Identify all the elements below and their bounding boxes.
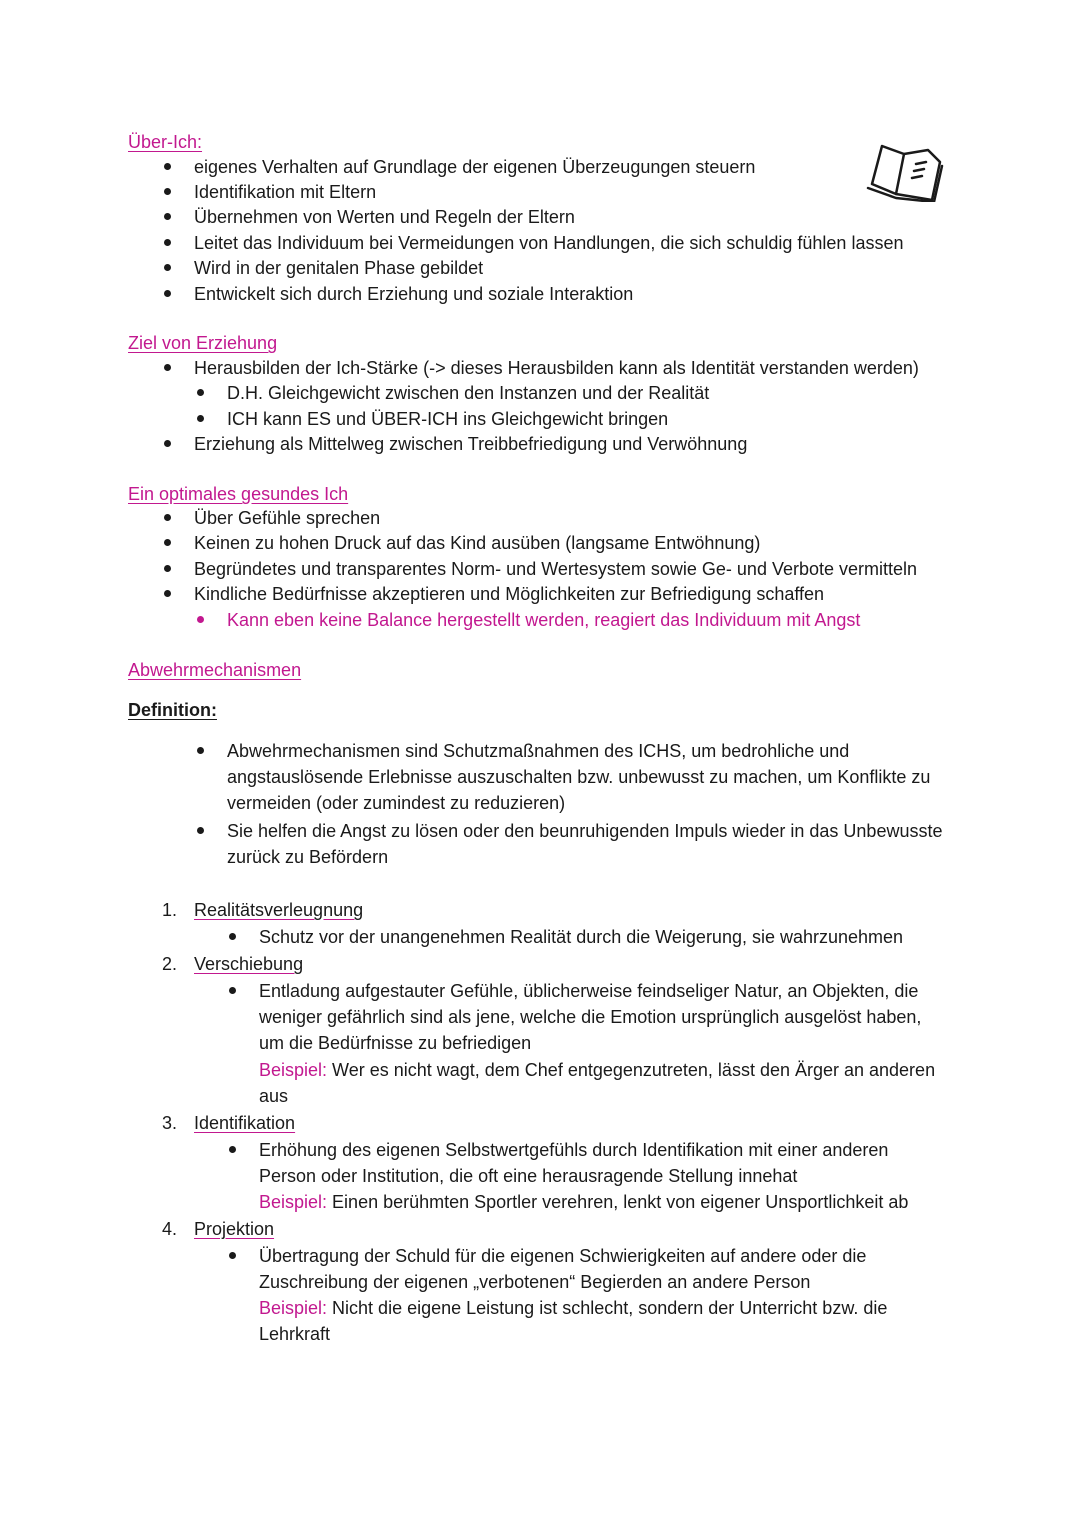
mechanism-line: weniger gefährlich sind als jene, welche die Emotion ursprünglich ausgelöst haben, [259, 1007, 922, 1027]
book-icon [866, 140, 946, 202]
heading-optimales-ich: Ein optimales gesundes Ich [128, 484, 349, 504]
mechanism-title: Projektion [194, 1219, 275, 1239]
list-number: 2. [162, 954, 178, 974]
example-label: Beispiel: [259, 1192, 328, 1212]
list-item: Entwickelt sich durch Erziehung und soziale Interaktion [194, 281, 633, 307]
example-label: Beispiel: [259, 1060, 328, 1080]
list-item: Erziehung als Mittelweg zwischen Treibbefriedigung und Verwöhnung [194, 431, 747, 457]
heading-definition: Definition: [128, 700, 217, 720]
mechanism-line: um die Bedürfnisse zu befriedigen [259, 1033, 532, 1053]
definition-line: Sie helfen die Angst zu lösen oder den beunruhigenden Impuls wieder in das Unbewusste [227, 818, 942, 844]
list-number: 1. [162, 900, 178, 920]
mechanism-title: Realitätsverleugnung [194, 900, 364, 920]
list-item: Keinen zu hohen Druck auf das Kind ausüben (langsame Entwöhnung) [194, 530, 760, 556]
list-item: Leitet das Individuum bei Vermeidungen von Handlungen, die sich schuldig fühlen lassen [194, 230, 903, 256]
mechanism-line: Zuschreibung der eigenen „verbotenen“ Begierden an andere Person [259, 1272, 811, 1292]
heading-ziel-von-erziehung: Ziel von Erziehung [128, 333, 278, 353]
list-item: Identifikation mit Eltern [194, 179, 376, 205]
example-text: Einen berühmten Sportler verehren, lenkt von eigener Unsportlichkeit ab [327, 1192, 909, 1212]
example-text: Wer es nicht wagt, dem Chef entgegenzutreten, lässt den Ärger an anderen [327, 1060, 936, 1080]
list-item: ICH kann ES und ÜBER-ICH ins Gleichgewicht bringen [227, 406, 668, 432]
list-item: Herausbilden der Ich-Stärke (-> dieses Herausbilden kann als Identität verstanden werden) [194, 355, 919, 381]
mechanism-line: Person oder Institution, die oft eine herausragende Stellung innehat [259, 1166, 798, 1186]
mechanism-line: Entladung aufgestauter Gefühle, üblicherweise feindseliger Natur, an Objekten, die [259, 978, 918, 1004]
mechanism-line: Schutz vor der unangenehmen Realität durch die Weigerung, sie wahrzunehmen [259, 924, 903, 950]
list-number: 3. [162, 1113, 178, 1133]
list-item: D.H. Gleichgewicht zwischen den Instanzen und der Realität [227, 380, 709, 406]
mechanism-line: Übertragung der Schuld für die eigenen Schwierigkeiten auf andere oder die [259, 1243, 866, 1269]
example-line: aus [259, 1086, 289, 1106]
list-item: Über Gefühle sprechen [194, 505, 380, 531]
example-text: Nicht die eigene Leistung ist schlecht, sondern der Unterricht bzw. die [327, 1298, 888, 1318]
definition-line: vermeiden (oder zumindest zu reduzieren) [227, 793, 566, 813]
definition-line: angstauslösende Erlebnisse auszuschalten bzw. unbewusst zu machen, um Konflikte zu [227, 767, 931, 787]
mechanism-title: Verschiebung [194, 954, 304, 974]
mechanism-title: Identifikation [194, 1113, 296, 1133]
example-line: Lehrkraft [259, 1324, 331, 1344]
list-item: Übernehmen von Werten und Regeln der Eltern [194, 204, 575, 230]
list-number: 4. [162, 1219, 178, 1239]
mechanism-line: Erhöhung des eigenen Selbstwertgefühls durch Identifikation mit einer anderen [259, 1137, 888, 1163]
example-line [259, 1057, 935, 1083]
list-item: Kindliche Bedürfnisse akzeptieren und Möglichkeiten zur Befriedigung schaffen [194, 581, 824, 607]
definition-line: zurück zu Befördern [227, 847, 389, 867]
heading-abwehrmechanismen: Abwehrmechanismen [128, 660, 302, 680]
list-item: eigenes Verhalten auf Grundlage der eigenen Überzeugungen steuern [194, 154, 755, 180]
example-line [259, 1189, 908, 1215]
definition-line: Abwehrmechanismen sind Schutzmaßnahmen des ICHS, um bedrohliche und [227, 738, 849, 764]
list-item: Wird in der genitalen Phase gebildet [194, 255, 483, 281]
highlight-note: Kann eben keine Balance hergestellt werden, reagiert das Individuum mit Angst [227, 607, 860, 633]
example-line [259, 1295, 887, 1321]
example-label: Beispiel: [259, 1298, 328, 1318]
list-item: Begründetes und transparentes Norm- und Wertesystem sowie Ge- und Verbote vermitteln [194, 556, 917, 582]
heading-ueber-ich: Über-Ich: [128, 132, 203, 152]
